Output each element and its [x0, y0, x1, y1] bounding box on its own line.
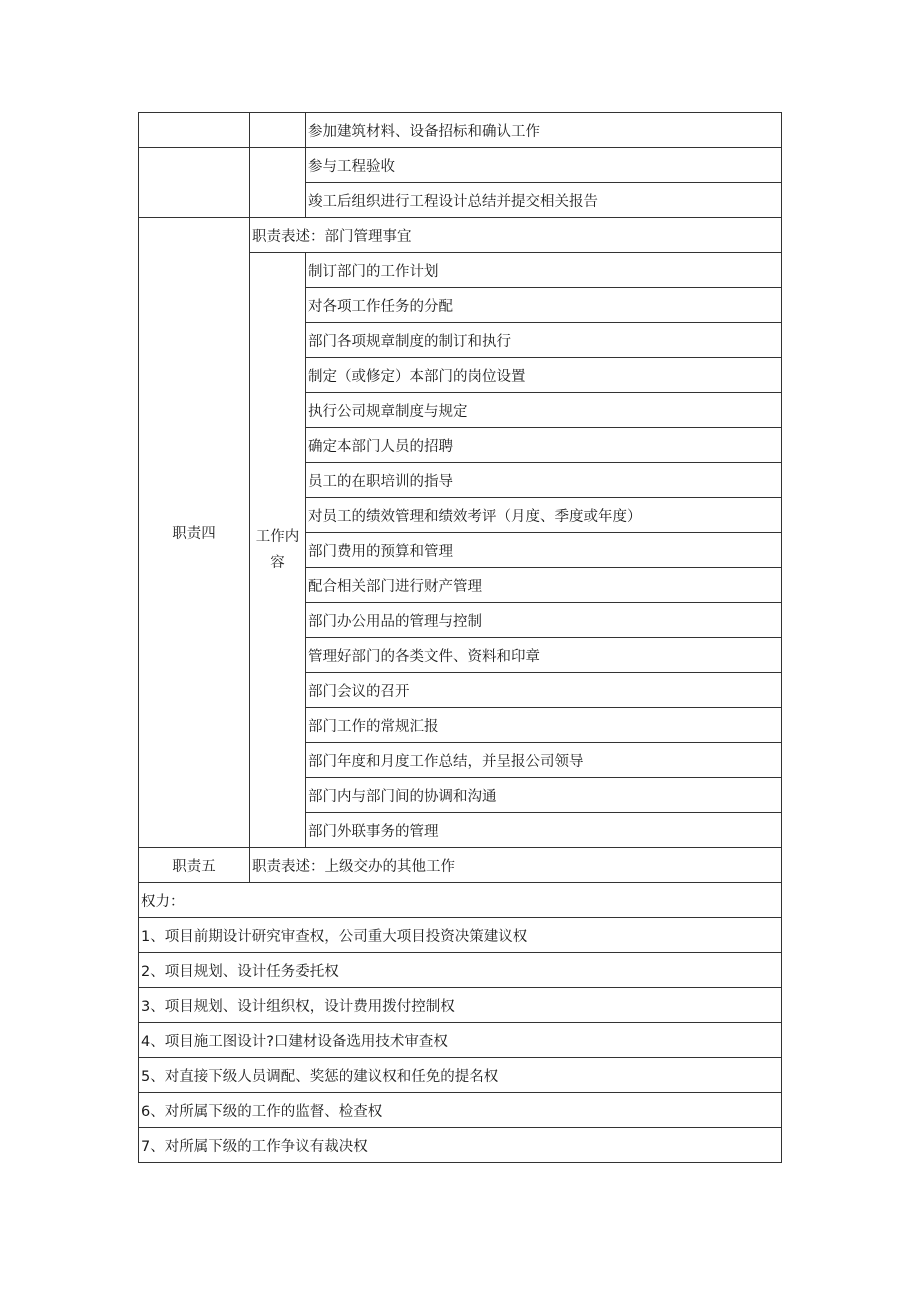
- table-row: [139, 218, 782, 253]
- task-cell: 执行公司规章制度与规定: [306, 393, 782, 428]
- right-item: 2、项目规划、设计任务委托权: [139, 953, 782, 988]
- task-cell: 对员工的绩效管理和绩效考评（月度、季度或年度）: [306, 498, 782, 533]
- table-row: [139, 953, 782, 988]
- empty-cell: [139, 113, 250, 148]
- task-cell: 参加建筑材料、设备招标和确认工作: [306, 113, 782, 148]
- work-content-label: 工作内容: [250, 253, 306, 848]
- table-row: [139, 1093, 782, 1128]
- task-cell: 确定本部门人员的招聘: [306, 428, 782, 463]
- task-cell: 制定（或修定）本部门的岗位设置: [306, 358, 782, 393]
- table-row: [139, 148, 782, 183]
- task-cell: 员工的在职培训的指导: [306, 463, 782, 498]
- task-cell: 参与工程验收: [306, 148, 782, 183]
- task-cell: 对各项工作任务的分配: [306, 288, 782, 323]
- task-cell: 部门内与部门间的协调和沟通: [306, 778, 782, 813]
- right-item: 5、对直接下级人员调配、奖惩的建议权和任免的提名权: [139, 1058, 782, 1093]
- table-row: [139, 848, 782, 883]
- table-row: [139, 918, 782, 953]
- rights-title: 权力：: [139, 883, 782, 918]
- right-item: 3、项目规划、设计组织权，设计费用拨付控制权: [139, 988, 782, 1023]
- task-cell: 部门年度和月度工作总结，并呈报公司领导: [306, 743, 782, 778]
- task-cell: 部门办公用品的管理与控制: [306, 603, 782, 638]
- table-row: [139, 883, 782, 918]
- duty-five-label: 职责五: [139, 848, 250, 883]
- task-cell: 部门各项规章制度的制订和执行: [306, 323, 782, 358]
- duty-four-label: 职责四: [139, 218, 250, 848]
- right-item: 7、对所属下级的工作争议有裁决权: [139, 1128, 782, 1163]
- task-cell: 部门会议的召开: [306, 673, 782, 708]
- empty-cell: [250, 113, 306, 148]
- task-cell: 管理好部门的各类文件、资料和印章: [306, 638, 782, 673]
- task-cell: 部门工作的常规汇报: [306, 708, 782, 743]
- table-row: [139, 1128, 782, 1163]
- duty-four-description: 职责表述：部门管理事宜: [250, 218, 782, 253]
- right-item: 4、项目施工图设计?口建材设备选用技术审查权: [139, 1023, 782, 1058]
- table-row: [139, 113, 782, 148]
- right-item: 6、对所属下级的工作的监督、检查权: [139, 1093, 782, 1128]
- duty-table: [138, 112, 782, 1163]
- table-row: [139, 1023, 782, 1058]
- task-cell: 配合相关部门进行财产管理: [306, 568, 782, 603]
- empty-cell: [250, 148, 306, 218]
- task-cell: 竣工后组织进行工程设计总结并提交相关报告: [306, 183, 782, 218]
- empty-cell: [139, 148, 250, 218]
- task-cell: 制订部门的工作计划: [306, 253, 782, 288]
- task-cell: 部门费用的预算和管理: [306, 533, 782, 568]
- right-item: 1、项目前期设计研究审查权，公司重大项目投资决策建议权: [139, 918, 782, 953]
- task-cell: 部门外联事务的管理: [306, 813, 782, 848]
- table-row: [139, 1058, 782, 1093]
- duty-five-description: 职责表述：上级交办的其他工作: [250, 848, 782, 883]
- table-row: [139, 988, 782, 1023]
